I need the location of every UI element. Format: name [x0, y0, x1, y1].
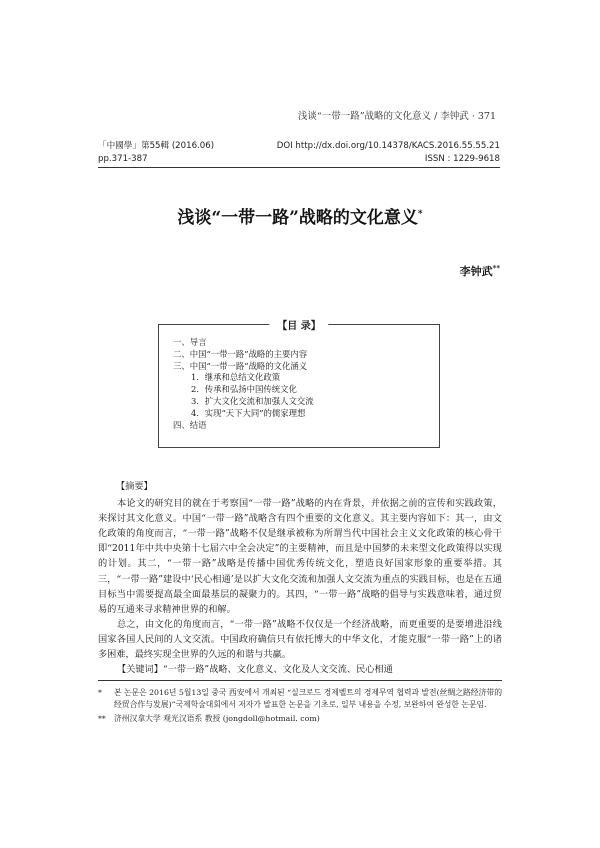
abstract-paragraph: 总之，由文化的角度而言，“一带一路”战略不仅仅是一个经济战略，而更重要的是要增进沿线国家各国人民间的人文交流。中国政府确信只有依托博大的中华文化，才能克服“一带一路”上的诸多困难，最终实现全世界的久远的和谐与共赢。 [98, 618, 502, 661]
toc-item: 一、导言 [173, 337, 207, 347]
publication-info [98, 140, 500, 168]
keywords-label: 【关键词】 [117, 664, 163, 676]
footnote-mark: * [98, 688, 102, 697]
abstract-label: 【摘要】 [116, 481, 153, 492]
author-footnote-mark: ** [492, 263, 500, 273]
doi-link[interactable]: DOI http://dx.doi.org/10.14378/KACS.2016.55.55.21 [276, 141, 500, 151]
footnote-text: 济州汉拿大学 观光汉语系 教授 (jongdoll@hotmail. com) [114, 713, 320, 723]
toc-subitem: 3．扩大文化交流和加强人文交流 [191, 395, 314, 406]
keywords-text: “一带一路”战略、文化意义、文化及人文交流、民心相通 [162, 664, 393, 676]
author [460, 263, 500, 279]
toc-heading: 【目 录】 [269, 317, 328, 332]
footnote-mark: ** [98, 713, 106, 723]
running-header: 浅谈“一带一路”战略的文化意义 / 李钟武 · 371 [297, 111, 496, 122]
footnote-text: 본 논문은 2016년 5월13일 중국 西安에서 개최된 “실크로드 경제벨트의 경제무역 협력과 발전(丝绸之路经济带的经贸合作与发展)”국제학술대회에서 저자가 발표한 논문을 기초로, 일부 내용을 수정, 보완하여 완성한 논문임. [114, 688, 502, 710]
toc-subitem: 1．继承和总结文化政策 [191, 372, 281, 383]
toc-item: 三、中国“一带一路”战略的文化涵义 [173, 360, 308, 371]
issn: ISSN : 1229-9618 [424, 154, 500, 164]
abstract-paragraph: 本论文的研究目的就在于考察国“一带一路”战略的内在背景，并依据之前的宣传和实践政策，来探讨其文化意义。中国“一带一路”战略含有四个重要的文化意义。其主要内容如下：其一，由文化政策的角度而言，“一带一路”战略不仅是继承被称为所谓当代中国社会主义文化政策的核心骨干即“2011年中共中央第十七届六中全会决定”的主要精神，而且是中国梦的未来型文化政策得以实现的计划。其二，“一带一路”战略是传播中国优秀传统文化，塑造良好国家形象的重要举措。其三，“一带一路”建设中‘民心相通’是以扩大文化交流和加强人文交流为重点的实践目标，也是在五通目标当中需要提高最全面最基层的凝聚力的。其四，“一带一路”战略的倡导与实践意味着，通过贸易的互通来寻求精神世界的和解。 [98, 498, 502, 615]
title-footnote-mark: * [417, 209, 423, 220]
page-range: pp.371-387 [98, 154, 148, 164]
abstract [98, 479, 502, 677]
toc-subitem: 2．传承和弘扬中国传统文化 [191, 384, 297, 395]
footnote [98, 687, 502, 712]
footnotes [98, 680, 502, 726]
article-title-text: 浅谈“一带一路”战略的文化意义 [177, 208, 418, 228]
table-of-contents [158, 321, 440, 448]
journal-info: 「中國學」第55輯 (2016.06) [98, 141, 215, 151]
toc-subitem: 4．实现“天下大同”的儒家理想 [191, 407, 306, 418]
keywords [98, 662, 502, 677]
footnote [98, 713, 502, 725]
article-title [0, 203, 600, 228]
toc-item: 四、结语 [173, 419, 207, 430]
toc-item: 二、中国“一带一路”战略的主要内容 [173, 348, 308, 359]
author-name: 李钟武 [459, 265, 493, 278]
